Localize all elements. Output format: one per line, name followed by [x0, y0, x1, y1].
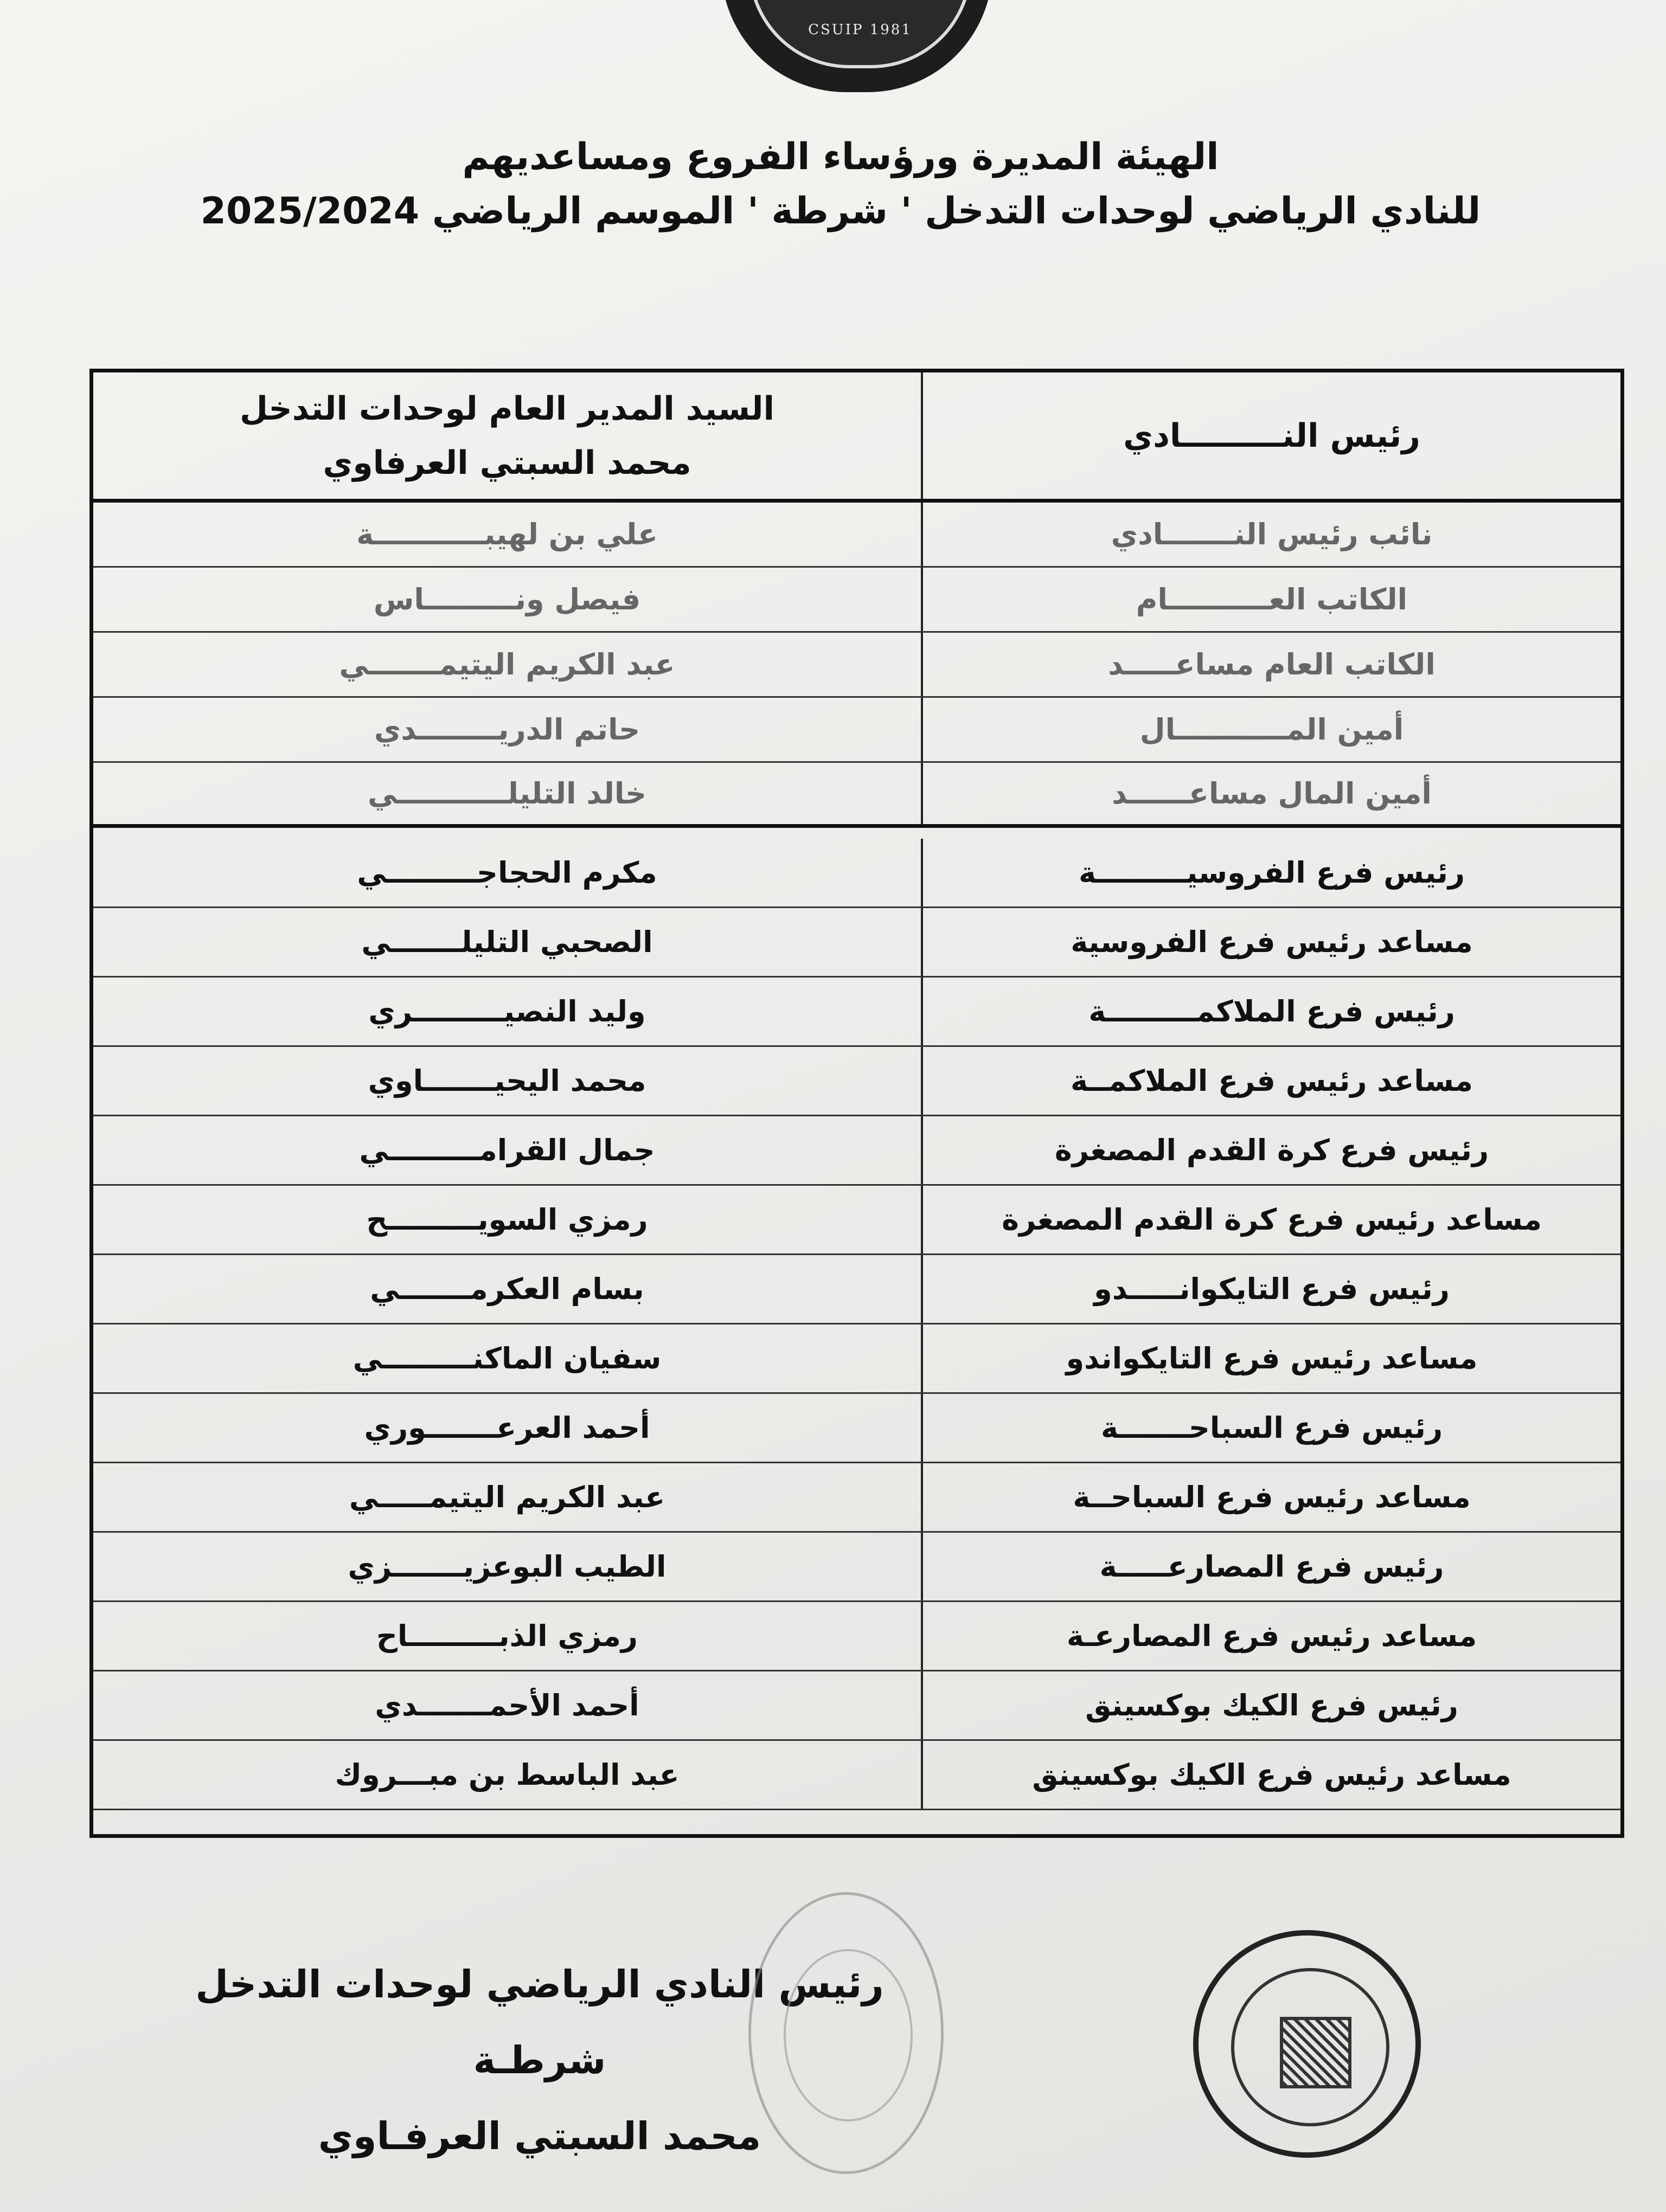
role-cell: رئيس فرع الفروسيـــــــــة: [921, 839, 1620, 906]
table-row: [93, 1186, 1620, 1255]
role-cell: رئيس فرع المصارعـــــة: [921, 1533, 1620, 1600]
club-president-cell: [93, 372, 921, 499]
table-row: [93, 503, 1620, 568]
role-cell: مساعد رئيس فرع التايكواندو: [921, 1324, 1620, 1392]
role-cell: مساعد رئيس فرع الملاكمــة: [921, 1047, 1620, 1115]
roster-table: [89, 369, 1624, 1838]
member-name-cell: محمد اليحيـــــــاوي: [368, 1064, 646, 1098]
table-row: [93, 1047, 1620, 1116]
member-name-cell: فيصل ونـــــــــاس: [373, 582, 641, 616]
member-name-cell: عبد الكريم اليتيمـــــــي: [339, 647, 675, 681]
member-name-cell: جمال القرامـــــــــي: [359, 1133, 655, 1167]
role-cell: أمين المال مساعــــــد: [921, 763, 1620, 824]
club-president-label: رئيس النـــــــــادي: [921, 372, 1620, 499]
table-row: [93, 908, 1620, 978]
document-title-line2: للنادي الرياضي لوحدات التدخل ' شرطة ' الموسم الرياضي 2025/2024: [200, 190, 1481, 233]
member-name-cell: عبد الباسط بن مبـــروك: [335, 1758, 680, 1792]
member-name-cell: مكرم الحجاجـــــــــي: [357, 856, 657, 890]
table-header-row: [93, 372, 1620, 503]
member-name-cell: عبد الكريم اليتيمـــــي: [349, 1480, 665, 1514]
table-row: [93, 1116, 1620, 1186]
member-name-cell: رمزي السويـــــــــح: [366, 1203, 648, 1237]
role-cell: الكاتب العام مساعـــــد: [921, 633, 1620, 696]
role-cell: مساعد رئيس فرع الكيك بوكسينق: [921, 1741, 1620, 1809]
role-cell: رئيس فرع التايكوانـــــدو: [921, 1255, 1620, 1323]
table-row: [93, 633, 1620, 698]
logo-caption: CSUIP 1981: [808, 22, 912, 38]
member-name-cell: أحمد الأحمـــــــدي: [375, 1688, 639, 1722]
member-name-cell: رمزي الذبـــــــــاح: [376, 1619, 638, 1653]
member-name-cell: علي بن لهيبـــــــــــة: [356, 517, 658, 551]
logo-emblem: [748, 0, 972, 68]
signature-org: شرطـة: [473, 2038, 606, 2082]
table-row: [93, 698, 1620, 763]
role-cell: رئيس فرع السباحـــــــة: [921, 1394, 1620, 1462]
table-row: [93, 1463, 1620, 1533]
president-name: محمد السبتي العرفاوي: [323, 443, 691, 482]
table-row: [93, 1533, 1620, 1602]
member-name-cell: أحمد العرعـــــــوري: [364, 1411, 650, 1445]
club-stamp-inner: [784, 1949, 913, 2121]
signature-title: رئيس النادي الرياضي لوحدات التدخل: [195, 1962, 884, 2007]
table-row: [93, 978, 1620, 1047]
table-row: [93, 1255, 1620, 1324]
role-cell: مساعد رئيس فرع السباحــة: [921, 1463, 1620, 1531]
role-cell: مساعد رئيس فرع الفروسية: [921, 908, 1620, 976]
role-cell: مساعد رئيس فرع المصارعـة: [921, 1602, 1620, 1670]
club-logo: [721, 0, 992, 92]
role-cell: رئيس فرع الملاكمـــــــــة: [921, 978, 1620, 1045]
president-title: السيد المدير العام لوحدات التدخل: [239, 389, 775, 428]
member-name-cell: خالد التليلـــــــــــي: [367, 776, 647, 811]
table-row: [93, 1741, 1620, 1810]
signature-name: محمد السبتي العرفـاوي: [318, 2114, 761, 2158]
role-cell: الكاتب العــــــــــام: [921, 568, 1620, 631]
member-name-cell: حاتم الدريــــــــدي: [374, 712, 640, 747]
table-row: [93, 763, 1620, 828]
table-row: [93, 1394, 1620, 1463]
member-name-cell: وليد النصيـــــــــري: [368, 994, 646, 1028]
role-cell: نائب رئيس النـــــــادي: [921, 503, 1620, 566]
member-name-cell: الصحبي التليلـــــــي: [361, 925, 653, 959]
club-stamp: [748, 1892, 944, 2174]
table-row: [93, 1671, 1620, 1741]
ministry-seal-emblem: [1280, 2017, 1351, 2088]
role-cell: أمين المـــــــــــال: [921, 698, 1620, 761]
member-name-cell: الطيب البوعزيـــــــزي: [348, 1549, 667, 1584]
member-name-cell: سفيان الماكنـــــــــي: [353, 1341, 662, 1375]
table-row: [93, 1324, 1620, 1394]
role-cell: رئيس فرع كرة القدم المصغرة: [921, 1116, 1620, 1184]
table-row: [93, 1602, 1620, 1671]
table-row: [93, 839, 1620, 908]
ministry-seal: [1193, 1930, 1421, 2158]
role-cell: رئيس فرع الكيك بوكسينق: [921, 1671, 1620, 1739]
member-name-cell: بسام العكرمـــــــي: [370, 1272, 644, 1306]
table-row: [93, 568, 1620, 633]
role-cell: مساعد رئيس فرع كرة القدم المصغرة: [921, 1186, 1620, 1253]
document-title-line1: الهيئة المديرة ورؤساء الفروع ومساعديهم: [462, 136, 1219, 178]
